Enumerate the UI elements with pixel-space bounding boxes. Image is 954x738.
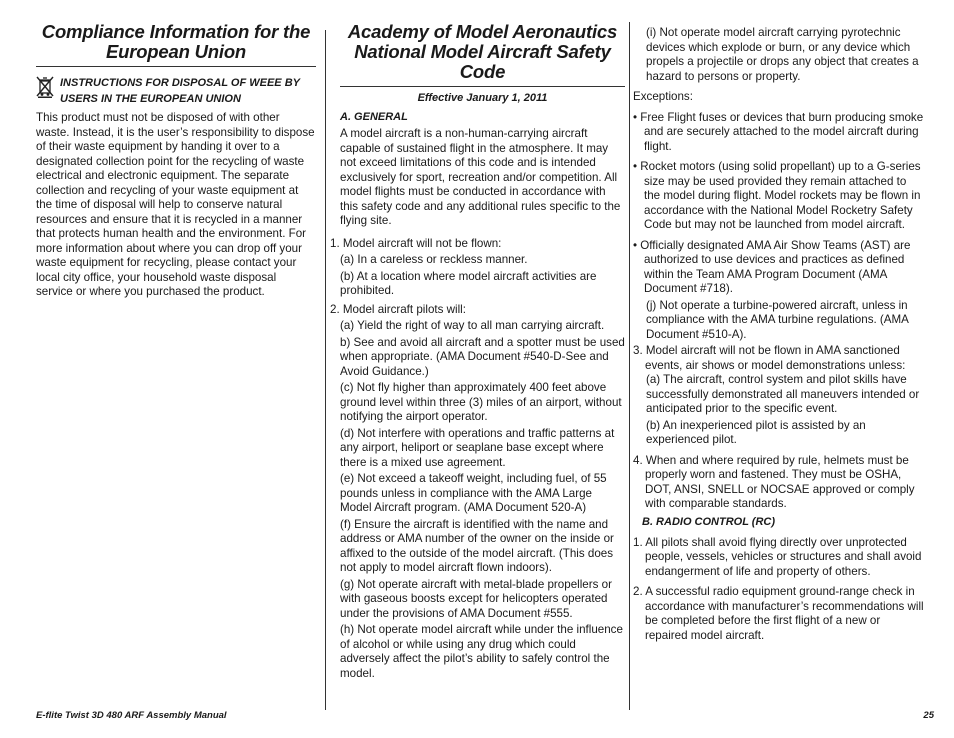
rc-rule-2: 2. A successful radio equipment ground-range check in accordance with manufacturer’s recommendations will be completed before the first flight of a new or repaired model aircraft.	[633, 585, 924, 642]
compliance-heading-line2: European Union	[105, 41, 247, 62]
ama-divider	[340, 86, 625, 87]
section-general-heading: A. GENERAL	[340, 111, 408, 123]
rule-3a: (a) The aircraft, control system and pilot skills have successfully demonstrated all maneuvers intended or anticipated prior to the specific event.	[646, 373, 920, 415]
rc-rule-1: 1. All pilots shall avoid flying directly over unprotected people, vessels, vehicles or structures and shall avoid endangerment of life and property of others.	[633, 535, 922, 578]
column-divider-2	[629, 22, 630, 710]
rule-1a: (a) In a careless or reckless manner.	[340, 253, 528, 266]
weee-instructions	[36, 75, 316, 107]
footer-page-number: 25	[923, 710, 934, 721]
exceptions-label: Exceptions:	[633, 90, 693, 103]
column-ama-code-continued	[633, 26, 925, 643]
crossed-bin-icon	[36, 76, 54, 98]
rule-2b: b) See and avoid all aircraft and a spotter must be used when appropriate. (AMA Document #540-D-See and Avoid Guidance.)	[340, 335, 625, 378]
column-divider-1	[325, 30, 326, 710]
weee-title-line2: USERS IN THE EUROPEAN UNION	[60, 93, 241, 105]
exception-rocket-motors: • Rocket motors (using solid propellant) up to a G-series size may be used provided they remain attached to the model during flight. Model rockets may be flown in accordance with the National Model Rocketry Safety Code but may not be launched from model aircraft.	[633, 160, 921, 231]
exception-air-show-teams: • Officially designated AMA Air Show Teams (AST) are authorized to use devices and practices as defined within the Team AMA Program Document (AMA Document #718).	[633, 238, 911, 295]
rule-4: 4. When and where required by rule, helmets must be properly worn and fastened. They must be OSHA, DOT, ANSI, SNELL or NOCSAE approved or comply with comparable standards.	[633, 453, 915, 510]
rule-2d: (d) Not interfere with operations and traffic patterns at any airport, heliport or seaplane base except where there is a mixed use agreement.	[340, 426, 615, 469]
rule-2a: (a) Yield the right of way to all man carrying aircraft.	[340, 319, 605, 332]
compliance-heading-line1: Compliance Information for the	[41, 21, 311, 42]
section-radio-control-heading: B. RADIO CONTROL (RC)	[642, 515, 776, 528]
footer-manual-title: E-flite Twist 3D 480 ARF Assembly Manual	[36, 710, 227, 721]
disposal-text: This product must not be disposed of with other waste. Instead, it is the user’s responsibility to dispose of their waste equipment by handing it over to a designated collection point for the recycling of waste electrical and electronic equipment. The separate collection and recycling of your waste equipment at the time of disposal will help to conserve natural resources and ensure that it is recycled in a manner that protects human health and the environment. For more information about where you can drop off your waste equipment for recycling, please contact your local city office, your household waste disposal service or where you purchased the product.	[36, 111, 315, 298]
rule-2j: (j) Not operate a turbine-powered aircraft, unless in compliance with the AMA turbine regulations. (AMA Document #510-A).	[646, 298, 909, 341]
effective-date: Effective January 1, 2011	[417, 92, 548, 104]
rule-2h: (h) Not operate model aircraft while under the influence of alcohol or while using any drug which could adversely affect the pilot’s ability to safely control the model.	[340, 623, 623, 680]
column-ama-code	[330, 21, 625, 681]
general-text: A model aircraft is a non-human-carrying aircraft capable of sustained flight in the atmosphere. It may not exceed limitations of this code and is intended exclusively for sport, recreation and/or competition. All model flights must be conducted in accordance with this safety code and any additional rules specific to the flying site.	[340, 127, 621, 227]
rule-2g: (g) Not operate aircraft with metal-blade propellers or with gaseous boosts except for helicopters operated under the provisions of AMA Document #555.	[340, 577, 612, 620]
rule-3b: (b) An inexperienced pilot is assisted by an experienced pilot.	[646, 418, 866, 446]
rule-2i: (i) Not operate model aircraft carrying pyrotechnic devices which explode or burn, or any device which propels a projectile or drops any object that creates a hazard to persons or property.	[646, 26, 919, 83]
compliance-heading	[36, 22, 316, 62]
compliance-divider	[36, 66, 316, 67]
weee-title-line1: INSTRUCTIONS FOR DISPOSAL OF WEEE BY	[60, 77, 300, 89]
rule-2c: (c) Not fly higher than approximately 400 feet above ground level within three (3) miles of an airport, without notifying the airport operator.	[340, 381, 622, 423]
exception-free-flight: • Free Flight fuses or devices that burn producing smoke and are securely attached to the model aircraft during flight.	[633, 110, 924, 153]
rule-2e: (e) Not exceed a takeoff weight, including fuel, of 55 pounds unless in compliance with the AMA Large Model Aircraft program. (AMA Document 520-A)	[340, 472, 607, 514]
ama-heading	[340, 22, 625, 82]
column-compliance	[36, 22, 316, 300]
rule-2: 2. Model aircraft pilots will:	[330, 302, 466, 316]
rule-1b: (b) At a location where model aircraft activities are prohibited.	[340, 269, 597, 297]
rule-1: 1. Model aircraft will not be flown:	[330, 236, 502, 250]
ama-heading-line1: Academy of Model Aeronautics	[347, 21, 618, 42]
rule-2f: (f) Ensure the aircraft is identified with the name and address or AMA number of the owner on the inside or affixed to the outside of the model aircraft. (This does not apply to model aircraft flown indoors).	[340, 517, 614, 574]
rule-3: 3. Model aircraft will not be flown in AMA sanctioned events, air shows or model demonstrations unless:	[633, 344, 906, 372]
ama-heading-line2: National Model Aircraft Safety Code	[354, 41, 611, 82]
